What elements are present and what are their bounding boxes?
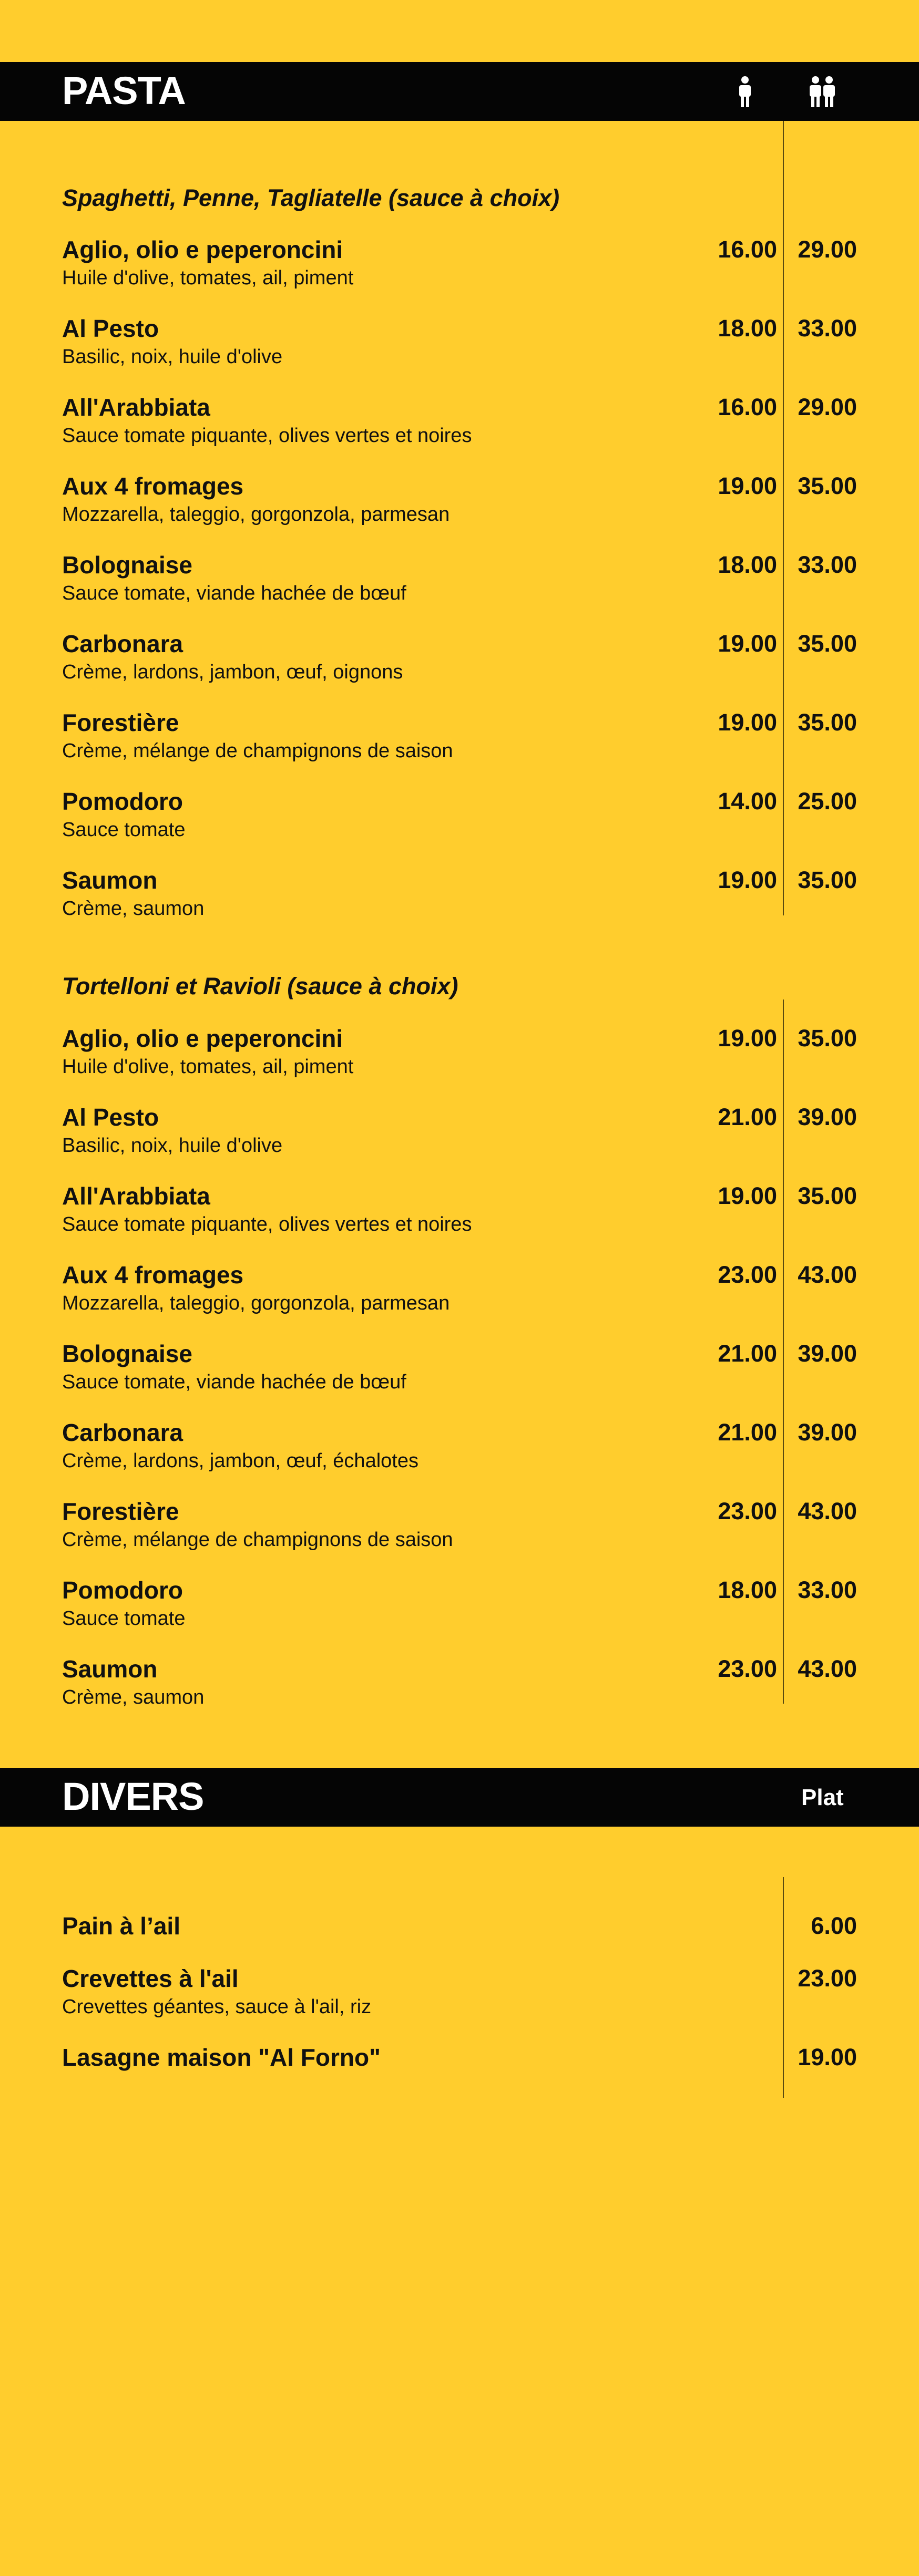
- item-description: Crème, saumon: [62, 1686, 205, 1708]
- price-single: 21.00: [718, 1419, 777, 1446]
- plat-column-label: Plat: [801, 1785, 844, 1810]
- item-description: Sauce tomate piquante, olives vertes et noires: [62, 425, 472, 447]
- price-single: 18.00: [718, 1576, 777, 1603]
- price-double: 35.00: [798, 1182, 857, 1209]
- divers-header-band: [0, 1768, 919, 1827]
- item-name: Forestière: [62, 1498, 179, 1525]
- item-name: Al Pesto: [62, 315, 159, 342]
- price-single: 19.00: [718, 1025, 777, 1052]
- menu-item: [62, 316, 861, 390]
- price-single: 23.00: [718, 1655, 777, 1682]
- item-description: Sauce tomate piquante, olives vertes et noires: [62, 1213, 472, 1235]
- price-single: 18.00: [718, 551, 777, 578]
- menu-item: [62, 2045, 861, 2119]
- price-double: 43.00: [798, 1261, 857, 1288]
- item-name: Pomodoro: [62, 1576, 183, 1604]
- menu-item: [62, 474, 861, 548]
- price-single: 23.00: [718, 1498, 777, 1524]
- price-double: 35.00: [798, 1025, 857, 1052]
- item-description: Huile d'olive, tomates, ail, piment: [62, 1056, 354, 1078]
- price-double: 39.00: [798, 1104, 857, 1130]
- item-description: Basilic, noix, huile d'olive: [62, 346, 283, 368]
- price-single: 18.00: [718, 315, 777, 342]
- item-description: Mozzarella, taleggio, gorgonzola, parmesan: [62, 1292, 450, 1314]
- section-title-spaghetti: Spaghetti, Penne, Tagliatelle (sauce à choix): [62, 184, 560, 211]
- price-double: 29.00: [798, 394, 857, 420]
- menu-item: [62, 1342, 861, 1415]
- item-description: Huile d'olive, tomates, ail, piment: [62, 267, 354, 289]
- divers-title: DIVERS: [62, 1775, 204, 1818]
- single-person-icon: [736, 76, 754, 108]
- price-single: 19.00: [718, 867, 777, 893]
- item-name: Aux 4 fromages: [62, 472, 244, 500]
- price-double: 43.00: [798, 1655, 857, 1682]
- price-double: 33.00: [798, 315, 857, 342]
- item-description: Sauce tomate, viande hachée de bœuf: [62, 1371, 406, 1393]
- price-plat: 23.00: [798, 1965, 857, 1992]
- price-single: 19.00: [718, 709, 777, 736]
- menu-item: [62, 1499, 861, 1573]
- item-description: Sauce tomate, viande hachée de bœuf: [62, 582, 406, 604]
- menu-item: [62, 789, 861, 863]
- item-name: Forestière: [62, 709, 179, 736]
- item-description: Mozzarella, taleggio, gorgonzola, parmesan: [62, 503, 450, 525]
- item-description: Basilic, noix, huile d'olive: [62, 1135, 283, 1157]
- item-description: Crème, lardons, jambon, œuf, échalotes: [62, 1450, 418, 1472]
- item-name: Aglio, olio e peperoncini: [62, 1025, 343, 1052]
- price-double: 35.00: [798, 630, 857, 657]
- item-name: Pain à l’ail: [62, 1912, 180, 1940]
- menu-item: [62, 1966, 861, 2040]
- item-name: Carbonara: [62, 1419, 183, 1446]
- price-double: 25.00: [798, 788, 857, 815]
- item-description: Crème, mélange de champignons de saison: [62, 1529, 453, 1551]
- item-name: All'Arabbiata: [62, 1182, 210, 1210]
- price-single: 23.00: [718, 1261, 777, 1288]
- price-plat: 19.00: [798, 2044, 857, 2070]
- price-single: 16.00: [718, 236, 777, 263]
- item-description: Sauce tomate: [62, 1608, 186, 1630]
- price-single: 19.00: [718, 630, 777, 657]
- price-double: 33.00: [798, 1576, 857, 1603]
- item-name: All'Arabbiata: [62, 394, 210, 421]
- item-description: Crevettes géantes, sauce à l'ail, riz: [62, 1996, 372, 2018]
- menu-item: [62, 632, 861, 705]
- item-name: Carbonara: [62, 630, 183, 657]
- price-single: 19.00: [718, 1182, 777, 1209]
- price-single: 19.00: [718, 472, 777, 499]
- price-single: 21.00: [718, 1340, 777, 1367]
- menu-item: [62, 1026, 861, 1100]
- item-description: Crème, lardons, jambon, œuf, oignons: [62, 661, 403, 683]
- pasta-header-band: [0, 62, 919, 121]
- item-name: Aglio, olio e peperoncini: [62, 236, 343, 263]
- price-double: 39.00: [798, 1340, 857, 1367]
- menu-item: [62, 238, 861, 311]
- pasta-title: PASTA: [62, 69, 186, 112]
- price-plat: 6.00: [811, 1912, 857, 1939]
- menu-item: [62, 868, 861, 942]
- price-double: 35.00: [798, 867, 857, 893]
- menu-item: [62, 710, 861, 784]
- menu-item: [62, 395, 861, 469]
- menu-item: [62, 1263, 861, 1336]
- item-name: Bolognaise: [62, 1340, 192, 1367]
- two-persons-icon: [809, 76, 836, 108]
- item-name: Saumon: [62, 867, 158, 894]
- price-double: 33.00: [798, 551, 857, 578]
- price-double: 29.00: [798, 236, 857, 263]
- price-single: 21.00: [718, 1104, 777, 1130]
- item-description: Crème, saumon: [62, 898, 205, 920]
- item-description: Crème, mélange de champignons de saison: [62, 740, 453, 762]
- price-double: 35.00: [798, 472, 857, 499]
- price-double: 43.00: [798, 1498, 857, 1524]
- item-name: Crevettes à l'ail: [62, 1965, 239, 1992]
- menu-item: [62, 1657, 861, 1730]
- item-name: Pomodoro: [62, 788, 183, 815]
- item-name: Saumon: [62, 1655, 158, 1683]
- price-double: 35.00: [798, 709, 857, 736]
- item-name: Bolognaise: [62, 551, 192, 579]
- price-single: 14.00: [718, 788, 777, 815]
- menu-item: [62, 1184, 861, 1258]
- price-double: 39.00: [798, 1419, 857, 1446]
- item-name: Al Pesto: [62, 1104, 159, 1131]
- item-name: Aux 4 fromages: [62, 1261, 244, 1289]
- item-name: Lasagne maison "Al Forno": [62, 2044, 381, 2071]
- section-title-tortelloni: Tortelloni et Ravioli (sauce à choix): [62, 973, 458, 1000]
- menu-item: [62, 1105, 861, 1179]
- menu-item: [62, 553, 861, 626]
- price-single: 16.00: [718, 394, 777, 420]
- item-description: Sauce tomate: [62, 819, 186, 841]
- menu-item: [62, 1578, 861, 1652]
- menu-item: [62, 1420, 861, 1494]
